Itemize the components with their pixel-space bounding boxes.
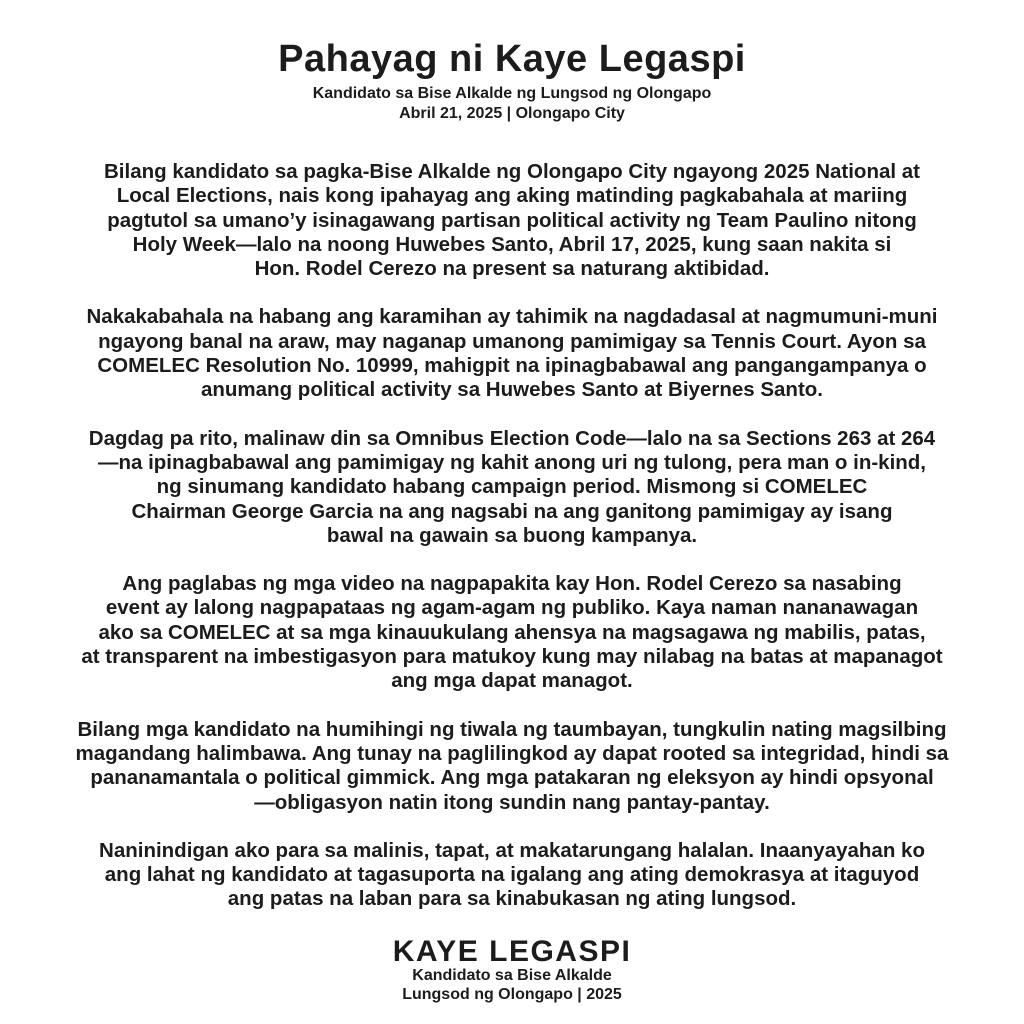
paragraph-line: ako sa COMELEC at sa mga kinauukulang ahensya na magsagawa ng mabilis, patas, (98, 620, 926, 644)
statement-dateline: Abril 21, 2025 | Olongapo City (399, 105, 625, 122)
statement-subtitle: Kandidato sa Bise Alkalde ng Lungsod ng Olongapo (312, 85, 712, 102)
paragraph-line: pagtutol sa umano’y isinagawang partisan political activity ng Team Paulino nitong (107, 208, 917, 232)
paragraph-2 (30, 305, 994, 402)
paragraph-line: ngayong banal na araw, may naganap umanong pamimigay sa Tennis Court. Ayon sa (98, 329, 926, 353)
signature-location-year: Lungsod ng Olongapo | 2025 (402, 986, 622, 1003)
paragraph-line: magandang halimbawa. Ang tunay na paglilingkod ay dapat rooted sa integridad, hindi sa (75, 741, 949, 765)
paragraph-line: bawal na gawain sa buong kampanya. (326, 523, 698, 547)
paragraph-line: —obligasyon natin itong sundin nang pantay-pantay. (254, 790, 770, 814)
signature-name: KAYE LEGASPI (392, 935, 632, 968)
paragraph-3 (30, 427, 994, 548)
paragraph-6 (30, 839, 994, 912)
paragraph-line: ang lahat ng kandidato at tagasuporta na igalang ang ating demokrasya at itaguyod (104, 863, 920, 887)
paragraph-line: Chairman George Garcia na ang nagsabi na ang ganitong pamimigay ay isang (131, 499, 893, 523)
paragraph-line: Dagdag pa rito, malinaw din sa Omnibus Election Code—lalo na sa Sections 263 at 264 (88, 426, 936, 450)
paragraph-line: ang patas na laban para sa kinabukasan ng ating lungsod. (227, 887, 797, 911)
paragraph-line: Local Elections, nais kong ipahayag ang aking matinding pagkabahala at mariing (116, 184, 908, 208)
paragraph-line: Bilang kandidato sa pagka-Bise Alkalde ng Olongapo City ngayong 2025 National at (104, 160, 920, 183)
paragraph-line: anumang political activity sa Huwebes Santo at Biyernes Santo. (200, 378, 823, 402)
paragraph-line: —na ipinagbabawal ang pamimigay ng kahit anong uri ng tulong, pera man o in-kind, (97, 450, 927, 474)
paragraph-line: event ay lalong nagpapataas ng agam-agam ng publiko. Kaya naman nananawagan (105, 596, 919, 620)
paragraph-4 (30, 572, 994, 693)
paragraph-line: Hon. Rodel Cerezo na present sa naturang aktibidad. (254, 257, 770, 281)
paragraph-line: COMELEC Resolution No. 10999, mahigpit na ipinagbabawal ang pangangampanya o (97, 354, 927, 378)
paragraph-line: Nakakabahala na habang ang karamihan ay tahimik na nagdadasal at nagmumuni-muni (86, 305, 938, 329)
paragraph-line: ng sinumang kandidato habang campaign period. Mismong si COMELEC (156, 475, 868, 499)
paragraph-line: Holy Week—lalo na noong Huwebes Santo, Abril 17, 2025, kung saan nakita si (132, 232, 892, 256)
paragraph-5 (30, 718, 994, 815)
paragraph-1 (30, 160, 994, 281)
paragraph-line: ang mga dapat managot. (391, 669, 633, 693)
statement-body (30, 160, 994, 936)
paragraph-line: Ang paglabas ng mga video na nagpapakita kay Hon. Rodel Cerezo sa nasabing (122, 572, 902, 596)
paragraph-line: pananamantala o political gimmick. Ang mga patakaran ng eleksyon ay hindi opsyonal (90, 766, 934, 790)
paragraph-line: Naninindigan ako para sa malinis, tapat, at makatarungang halalan. Inaanyayahan ko (99, 838, 925, 862)
signature-position: Kandidato sa Bise Alkalde (412, 967, 612, 984)
paragraph-line: at transparent na imbestigasyon para matukoy kung may nilabag na batas at mapanagot (81, 645, 943, 669)
statement-title: Pahayag ni Kaye Legaspi (278, 38, 746, 80)
paragraph-line: Bilang mga kandidato na humihingi ng tiwala ng taumbayan, tungkulin nating magsilbing (77, 717, 947, 741)
